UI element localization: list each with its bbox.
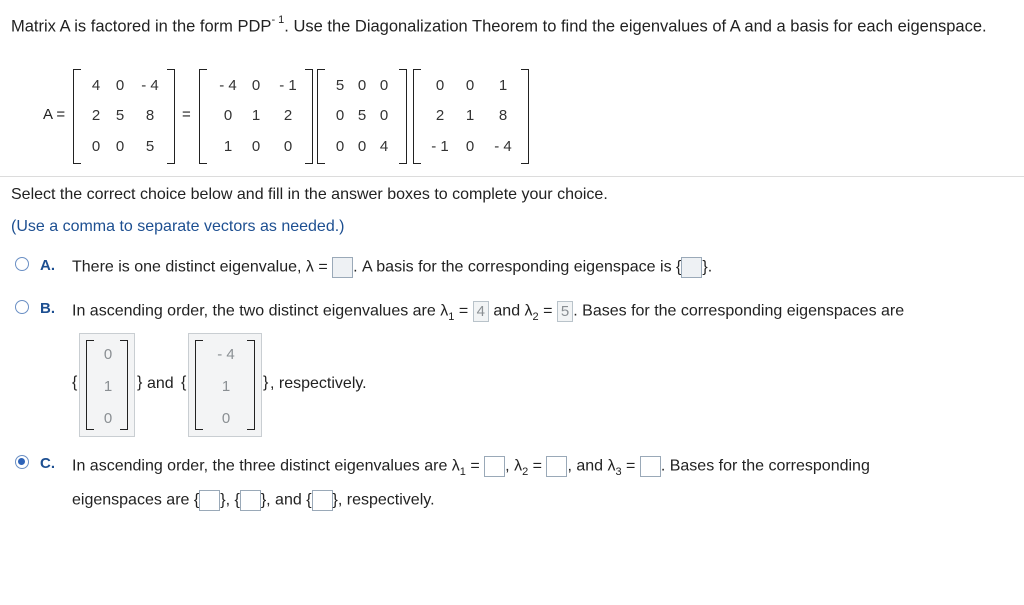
option-b-respectively: , respectively. <box>270 375 367 392</box>
option-c-lambda1-input[interactable] <box>484 456 505 477</box>
option-b-text: In ascending order, the two distinct eigenvalues are $\lambda_1 = 4$ and $\lambda_2 = 5$ . Bases for the corresponding eigenspaces are <box>72 302 905 323</box>
matrix-a-label: A = <box>43 106 66 123</box>
option-a-text: There is one distinct eigenvalue, λ = . A basis for the corresponding eigenspace is { }. <box>72 257 712 278</box>
option-c-basis2-input[interactable] <box>240 490 261 511</box>
option-c-basis1-input[interactable] <box>199 490 220 511</box>
brace-right: } <box>137 374 143 391</box>
brace-left: { <box>181 374 187 391</box>
hint-text: (Use a comma to separate vectors as needed.) <box>11 218 345 235</box>
brace-right: } <box>263 374 269 391</box>
question-part1: Matrix A is factored in the form PDP <box>11 17 272 36</box>
option-c-letter: C. <box>40 455 55 472</box>
option-b-vector2[interactable]: - 4 1 0 <box>188 333 262 437</box>
option-c-lambda3-input[interactable] <box>640 456 661 477</box>
option-c-lambda2-input[interactable] <box>546 456 567 477</box>
exponent: - 1 <box>271 14 285 26</box>
option-c-text: In ascending order, the three distinct eigenvalues are $\lambda_1$ = , $\lambda_2$ = , and $\lambda_3$ = . Bases for the corresponding <box>72 457 870 478</box>
matrix-a: 4 0 - 4 2 5 8 0 0 5 <box>73 69 175 164</box>
option-a-radio[interactable] <box>15 257 29 271</box>
option-b-vector1[interactable]: 0 1 0 <box>79 333 135 437</box>
divider <box>0 176 1024 177</box>
matrix-d: 5 0 0 0 5 0 0 0 4 <box>317 69 407 164</box>
option-a-eigenvalue-input[interactable] <box>332 257 353 278</box>
matrix-p: - 4 0 - 1 0 1 2 1 0 0 <box>199 69 313 164</box>
brace-left: { <box>72 374 78 391</box>
option-b-radio[interactable] <box>15 300 29 314</box>
option-b-letter: B. <box>40 300 55 317</box>
option-c-radio[interactable] <box>15 455 29 469</box>
instruction-text: Select the correct choice below and fill in the answer boxes to complete your choice. <box>11 186 608 203</box>
option-a-basis-input[interactable] <box>681 257 702 278</box>
option-b-and: and <box>147 375 174 392</box>
option-c-basis3-input[interactable] <box>312 490 333 511</box>
option-a-letter: A. <box>40 257 55 274</box>
equals-sign: = <box>182 106 191 123</box>
option-b-lambda1-value[interactable]: 4 <box>473 301 489 322</box>
option-c-text-line2: eigenspaces are { }, { }, and { }, respectively. <box>72 490 435 511</box>
question-part2: . Use the Diagonalization Theorem to find the eigenvalues of A and a basis for each eigenspace. <box>284 17 987 36</box>
question-text <box>11 11 1011 39</box>
option-b-lambda2-value[interactable]: 5 <box>557 301 573 322</box>
matrix-p-inverse: 0 0 1 2 1 8 - 1 0 - 4 <box>413 69 529 164</box>
